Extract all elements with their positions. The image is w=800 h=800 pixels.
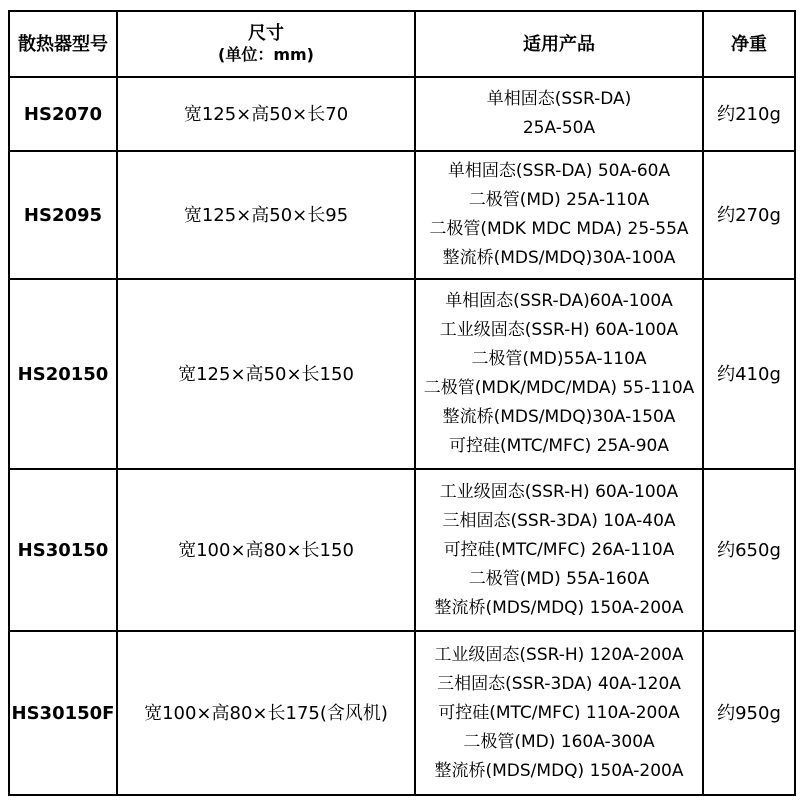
product-line: 单相固态(SSR-DA) xyxy=(486,89,632,109)
model-cell: HS20150 xyxy=(9,279,117,469)
weight-cell: 约410g xyxy=(703,279,795,469)
model-cell: HS2095 xyxy=(9,151,117,279)
model-cell: HS30150 xyxy=(9,469,117,631)
heatsink-spec-table-wrapper xyxy=(8,10,794,796)
product-line: 25A-50A xyxy=(522,118,596,138)
weight-cell: 约210g xyxy=(703,77,795,151)
size-cell: 宽100×高80×长150 xyxy=(117,469,415,631)
product-line: 二极管(MDK MDC MDA) 25-55A xyxy=(429,219,689,239)
size-cell: 宽125×高50×长70 xyxy=(117,77,415,151)
table-row xyxy=(9,77,795,151)
header-size-title: 尺寸 xyxy=(248,23,284,44)
product-line: 整流桥(MDS/MDQ)30A-100A xyxy=(442,248,676,268)
product-line: 整流桥(MDS/MDQ) 150A-200A xyxy=(434,760,684,781)
products-cell xyxy=(415,279,703,469)
product-line: 整流桥(MDS/MDQ) 150A-200A xyxy=(434,597,684,618)
product-line: 工业级固态(SSR-H) 120A-200A xyxy=(434,644,684,665)
size-cell: 宽125×高50×长95 xyxy=(117,151,415,279)
header-row xyxy=(9,11,795,77)
header-products: 适用产品 xyxy=(415,11,703,77)
model-cell: HS30150F xyxy=(9,631,117,795)
product-line: 可控硅(MTC/MFC) 110A-200A xyxy=(438,702,680,723)
product-line: 整流桥(MDS/MDQ)30A-150A xyxy=(442,407,676,427)
product-line: 二极管(MD) 25A-110A xyxy=(468,190,650,210)
heatsink-spec-table xyxy=(8,10,796,796)
size-cell: 宽125×高50×长150 xyxy=(117,279,415,469)
model-cell: HS2070 xyxy=(9,77,117,151)
product-line: 可控硅(MTC/MFC) 26A-110A xyxy=(443,539,675,560)
product-line: 二极管(MDK/MDC/MDA) 55-110A xyxy=(423,378,695,398)
product-line: 工业级固态(SSR-H) 60A-100A xyxy=(439,481,679,502)
header-size-unit: (单位：mm) xyxy=(218,45,314,64)
table-row xyxy=(9,151,795,279)
table-row xyxy=(9,631,795,795)
size-cell: 宽100×高80×长175(含风机) xyxy=(117,631,415,795)
product-line: 二极管(MD) 160A-300A xyxy=(463,731,655,752)
products-cell xyxy=(415,77,703,151)
products-cell xyxy=(415,151,703,279)
products-cell xyxy=(415,631,703,795)
header-size xyxy=(117,11,415,77)
products-cell xyxy=(415,469,703,631)
product-line: 单相固态(SSR-DA) 50A-60A xyxy=(447,161,671,181)
product-line: 工业级固态(SSR-H) 60A-100A xyxy=(439,320,679,340)
product-line: 二极管(MD)55A-110A xyxy=(471,349,647,369)
product-line: 三相固态(SSR-3DA) 40A-120A xyxy=(437,673,681,694)
product-line: 可控硅(MTC/MFC) 25A-90A xyxy=(449,436,669,456)
table-row xyxy=(9,279,795,469)
table-row xyxy=(9,469,795,631)
product-line: 二极管(MD) 55A-160A xyxy=(468,568,650,589)
product-line: 单相固态(SSR-DA)60A-100A xyxy=(445,291,673,311)
weight-cell: 约270g xyxy=(703,151,795,279)
header-weight: 净重 xyxy=(703,11,795,77)
product-line: 三相固态(SSR-3DA) 10A-40A xyxy=(442,510,676,531)
weight-cell: 约650g xyxy=(703,469,795,631)
header-model: 散热器型号 xyxy=(9,11,117,77)
weight-cell: 约950g xyxy=(703,631,795,795)
